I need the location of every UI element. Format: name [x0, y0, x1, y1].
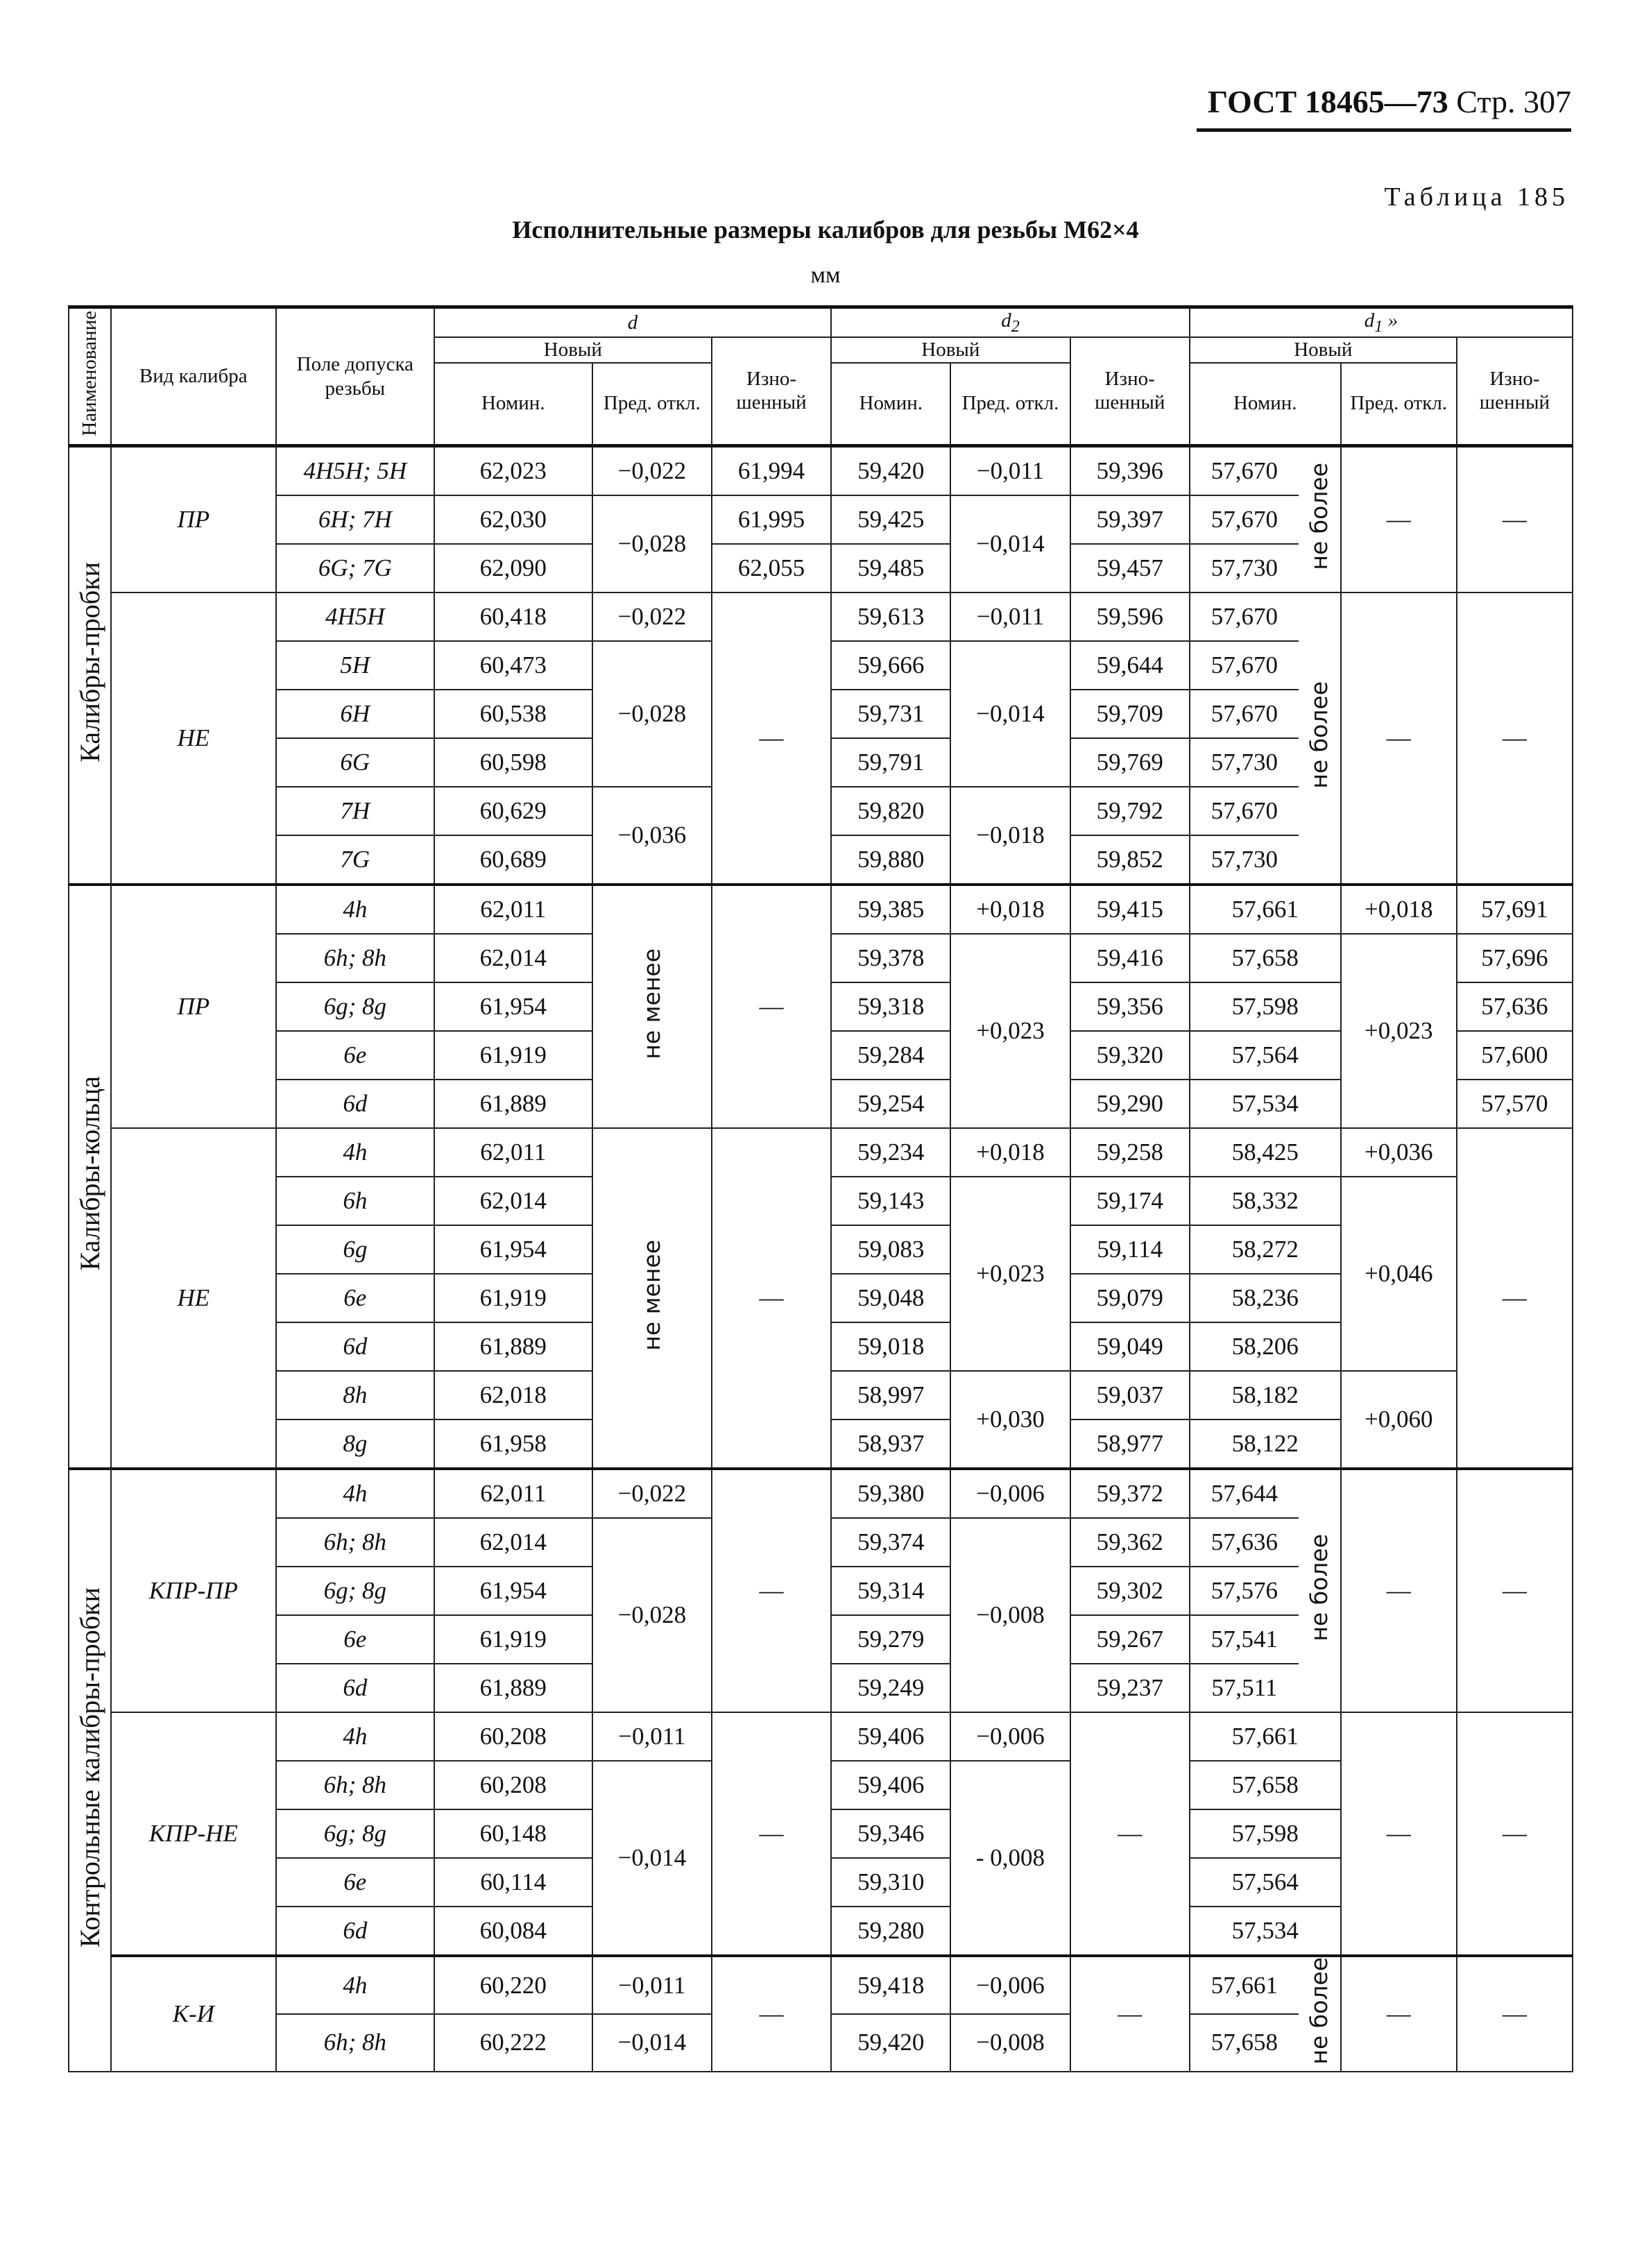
- d2-worn-cell: 59,362: [1070, 1518, 1190, 1567]
- field-cell: 4h: [276, 1469, 434, 1518]
- d1-nom: Номин.: [1190, 363, 1341, 446]
- d2-nom-cell: 59,279: [831, 1615, 950, 1664]
- d-nom-cell: 61,919: [434, 1274, 592, 1322]
- d1-nom-cell: 57,564: [1190, 1858, 1341, 1907]
- d1-worn: Изно-шенный: [1457, 337, 1573, 446]
- d1-nom-cell: 57,661: [1190, 1956, 1299, 2014]
- d2-dev-cell: +0,018: [950, 885, 1070, 934]
- d1-worn-cell: —: [1457, 1469, 1573, 1712]
- kind-label: НЕ: [111, 1128, 276, 1469]
- limit-note: не более: [1299, 1469, 1341, 1712]
- field-cell: 4H5H; 5H: [276, 446, 434, 496]
- d2-worn-cell: 59,174: [1070, 1177, 1190, 1225]
- d-nom-cell: 61,958: [434, 1419, 592, 1469]
- d-dev-cell: −0,036: [592, 787, 712, 885]
- d2-dev-cell: −0,006: [950, 1469, 1070, 1518]
- d2-worn-cell: 59,356: [1070, 982, 1190, 1031]
- field-cell: 4h: [276, 1956, 434, 2014]
- d-new: Новый: [434, 337, 712, 363]
- d1-nom-cell: 58,206: [1190, 1322, 1341, 1371]
- d2-dev-cell: −0,011: [950, 592, 1070, 641]
- field-cell: 8h: [276, 1371, 434, 1419]
- d1-worn-cell: —: [1457, 1128, 1573, 1469]
- d2-new: Новый: [831, 337, 1070, 363]
- col-d: d: [434, 307, 831, 337]
- d1-worn-cell: —: [1457, 1956, 1573, 2072]
- d-dev-cell: −0,011: [592, 1712, 712, 1761]
- col-d1: $d_1$ »: [1190, 307, 1573, 337]
- field-cell: 6g; 8g: [276, 1809, 434, 1858]
- d2-nom-cell: 59,380: [831, 1469, 950, 1518]
- d2-nom-cell: 59,318: [831, 982, 950, 1031]
- kind-label: К-И: [111, 1956, 276, 2072]
- d2-worn-cell: 59,415: [1070, 885, 1190, 934]
- d2-worn-cell: 59,709: [1070, 690, 1190, 738]
- field-cell: 6d: [276, 1080, 434, 1128]
- d2-nom-cell: 59,310: [831, 1858, 950, 1907]
- d1-nom-cell: 57,670: [1190, 495, 1299, 544]
- d2-worn-cell: 59,320: [1070, 1031, 1190, 1080]
- d1-nom-cell: 57,661: [1190, 1712, 1341, 1761]
- d2-nom-cell: 59,314: [831, 1567, 950, 1615]
- field-cell: 6h; 8h: [276, 1518, 434, 1567]
- d-dev-cell: −0,014: [592, 1761, 712, 1956]
- field-cell: 5H: [276, 641, 434, 690]
- d2-nom-cell: 59,666: [831, 641, 950, 690]
- d1-nom-cell: 58,122: [1190, 1419, 1341, 1469]
- d-nom-cell: 61,919: [434, 1615, 592, 1664]
- d-nom-cell: 61,954: [434, 1567, 592, 1615]
- d1-nom-cell: 57,598: [1190, 1809, 1341, 1858]
- d1-nom-cell: 57,661: [1190, 885, 1341, 934]
- d2-dev-cell: +0,030: [950, 1371, 1070, 1469]
- limit-note: не менее: [592, 885, 712, 1128]
- d-nom-cell: 62,014: [434, 934, 592, 982]
- d-worn-cell: 62,055: [712, 544, 831, 592]
- d-nom-cell: 61,889: [434, 1664, 592, 1712]
- d2-worn-cell: 59,397: [1070, 495, 1190, 544]
- d1-worn-cell: 57,691: [1457, 885, 1573, 934]
- field-cell: 4h: [276, 885, 434, 934]
- d2-worn-cell: 58,977: [1070, 1419, 1190, 1469]
- d2-worn-cell: 59,416: [1070, 934, 1190, 982]
- field-cell: 6G: [276, 738, 434, 787]
- d1-dev-cell: +0,018: [1341, 885, 1457, 934]
- d2-nom-cell: 59,374: [831, 1518, 950, 1567]
- field-cell: 6h; 8h: [276, 1761, 434, 1809]
- d2-worn-cell: 59,852: [1070, 835, 1190, 885]
- d-nom-cell: 62,030: [434, 495, 592, 544]
- d1-dev-cell: +0,060: [1341, 1371, 1457, 1469]
- d1-nom-cell: 57,670: [1190, 787, 1299, 835]
- d-nom-cell: 60,208: [434, 1712, 592, 1761]
- d1-nom-cell: 57,670: [1190, 641, 1299, 690]
- d2-nom-cell: 59,880: [831, 835, 950, 885]
- d-nom-cell: 61,889: [434, 1080, 592, 1128]
- d2-nom-cell: 59,731: [831, 690, 950, 738]
- field-cell: 6e: [276, 1031, 434, 1080]
- limit-note: не менее: [592, 1128, 712, 1469]
- d-dev-cell: −0,022: [592, 446, 712, 496]
- d-nom-cell: 62,011: [434, 885, 592, 934]
- d2-worn-cell: 59,258: [1070, 1128, 1190, 1177]
- d1-nom-cell: 57,670: [1190, 690, 1299, 738]
- d2-nom-cell: 59,083: [831, 1225, 950, 1274]
- kind-label: КПР-ПР: [111, 1469, 276, 1712]
- d1-dev-cell: —: [1341, 1956, 1457, 2072]
- d2-worn-cell: 59,769: [1070, 738, 1190, 787]
- d2-worn-cell: 59,302: [1070, 1567, 1190, 1615]
- kind-label: ПР: [111, 446, 276, 593]
- limit-note: не более: [1299, 446, 1341, 593]
- d1-dev-cell: +0,046: [1341, 1177, 1457, 1371]
- kind-label: НЕ: [111, 592, 276, 885]
- d-nom-cell: 60,222: [434, 2014, 592, 2072]
- field-cell: 7G: [276, 835, 434, 885]
- d-dev-cell: −0,022: [592, 1469, 712, 1518]
- d2-dev-cell: −0,018: [950, 787, 1070, 885]
- d1-worn-cell: 57,600: [1457, 1031, 1573, 1080]
- d-nom-cell: 62,011: [434, 1469, 592, 1518]
- d2-nom-cell: 59,425: [831, 495, 950, 544]
- d2-nom-cell: 59,418: [831, 1956, 950, 2014]
- d1-dev: Пред. откл.: [1341, 363, 1457, 446]
- d-worn-cell: —: [712, 885, 831, 1128]
- d1-nom-cell: 57,658: [1190, 934, 1341, 982]
- d1-nom-cell: 57,534: [1190, 1080, 1341, 1128]
- d-nom-cell: 61,954: [434, 1225, 592, 1274]
- d-nom-cell: 60,629: [434, 787, 592, 835]
- d-nom-cell: 60,538: [434, 690, 592, 738]
- d1-dev-cell: +0,036: [1341, 1128, 1457, 1177]
- d1-nom-cell: 57,670: [1190, 446, 1299, 496]
- d1-nom-cell: 57,670: [1190, 592, 1299, 641]
- d2-dev-cell: - 0,008: [950, 1761, 1070, 1956]
- field-cell: 6e: [276, 1274, 434, 1322]
- field-cell: 4H5H: [276, 592, 434, 641]
- d-nom-cell: 62,014: [434, 1518, 592, 1567]
- d2-worn-cell: 59,596: [1070, 592, 1190, 641]
- d-dev-cell: −0,011: [592, 1956, 712, 2014]
- d-nom-cell: 60,418: [434, 592, 592, 641]
- limit-note: не более: [1299, 1956, 1341, 2072]
- d1-nom-cell: 57,658: [1190, 2014, 1299, 2072]
- d-dev-cell: −0,028: [592, 495, 712, 592]
- d2-worn-cell: 59,396: [1070, 446, 1190, 496]
- d2-worn-cell: —: [1070, 1712, 1190, 1956]
- col-name: Наименование: [69, 307, 111, 446]
- field-cell: 6h; 8h: [276, 934, 434, 982]
- d2-nom-cell: 59,234: [831, 1128, 950, 1177]
- d2-nom-cell: 59,613: [831, 592, 950, 641]
- group-label: Калибры-пробки: [69, 446, 111, 885]
- kind-label: КПР-НЕ: [111, 1712, 276, 1956]
- d-dev-cell: −0,028: [592, 641, 712, 787]
- d1-nom-cell: 58,182: [1190, 1371, 1341, 1419]
- d1-dev-cell: —: [1341, 1712, 1457, 1956]
- d-worn-cell: 61,994: [712, 446, 831, 496]
- d-nom-cell: 62,023: [434, 446, 592, 496]
- d-worn-cell: —: [712, 1956, 831, 2072]
- d1-worn-cell: —: [1457, 1712, 1573, 1956]
- d2-worn-cell: 59,037: [1070, 1371, 1190, 1419]
- d1-nom-cell: 57,644: [1190, 1469, 1299, 1518]
- d2-worn-cell: 59,237: [1070, 1664, 1190, 1712]
- d2-nom-cell: 59,346: [831, 1809, 950, 1858]
- field-cell: 6d: [276, 1664, 434, 1712]
- d2-dev-cell: −0,008: [950, 2014, 1070, 2072]
- d-nom-cell: 61,919: [434, 1031, 592, 1080]
- d2-dev-cell: −0,014: [950, 495, 1070, 592]
- d2-worn-cell: —: [1070, 1956, 1190, 2072]
- d2-worn-cell: 59,644: [1070, 641, 1190, 690]
- table-title: Исполнительные размеры калибров для резьбы М62×4: [512, 216, 1139, 244]
- d2-nom-cell: 59,254: [831, 1080, 950, 1128]
- d2-dev-cell: +0,018: [950, 1128, 1070, 1177]
- d-nom-cell: 60,689: [434, 835, 592, 885]
- d1-worn-cell: —: [1457, 446, 1573, 593]
- d2-worn-cell: 59,290: [1070, 1080, 1190, 1128]
- d2-nom-cell: 58,997: [831, 1371, 950, 1419]
- d2-worn-cell: 59,114: [1070, 1225, 1190, 1274]
- d2-dev-cell: −0,014: [950, 641, 1070, 787]
- d-worn-cell: —: [712, 1469, 831, 1712]
- d2-worn: Изно-шенный: [1070, 337, 1190, 446]
- d2-nom-cell: 59,143: [831, 1177, 950, 1225]
- d1-nom-cell: 57,564: [1190, 1031, 1341, 1080]
- d-dev-cell: −0,022: [592, 592, 712, 641]
- d-nom: Номин.: [434, 363, 592, 446]
- group-label: Контрольные калибры-пробки: [69, 1469, 111, 2072]
- d2-dev-cell: +0,023: [950, 934, 1070, 1128]
- d1-nom-cell: 58,425: [1190, 1128, 1341, 1177]
- d1-new: Новый: [1190, 337, 1457, 363]
- d1-dev-cell: +0,023: [1341, 934, 1457, 1128]
- d-dev: Пред. откл.: [592, 363, 712, 446]
- group-label: Калибры-кольца: [69, 885, 111, 1469]
- d2-worn-cell: 59,792: [1070, 787, 1190, 835]
- col-d2: $d_2$: [831, 307, 1190, 337]
- d1-nom-cell: 57,541: [1190, 1615, 1299, 1664]
- d1-nom-cell: 57,511: [1190, 1664, 1299, 1712]
- d2-nom-cell: 58,937: [831, 1419, 950, 1469]
- limit-note: не более: [1299, 592, 1341, 885]
- field-cell: 6H: [276, 690, 434, 738]
- d-worn-cell: —: [712, 1128, 831, 1469]
- d1-nom-cell: 57,730: [1190, 738, 1299, 787]
- field-cell: 6H; 7H: [276, 495, 434, 544]
- d2-nom-cell: 59,280: [831, 1907, 950, 1956]
- field-cell: 4h: [276, 1712, 434, 1761]
- field-cell: 6g; 8g: [276, 1567, 434, 1615]
- d2-nom-cell: 59,385: [831, 885, 950, 934]
- d1-nom-cell: 57,636: [1190, 1518, 1299, 1567]
- d1-dev-cell: —: [1341, 1469, 1457, 1712]
- col-field: Поле допуска резьбы: [276, 307, 434, 446]
- d1-worn-cell: 57,636: [1457, 982, 1573, 1031]
- d-nom-cell: 60,114: [434, 1858, 592, 1907]
- field-cell: 6e: [276, 1615, 434, 1664]
- d1-dev-cell: —: [1341, 592, 1457, 885]
- d2-nom-cell: 59,420: [831, 2014, 950, 2072]
- d1-worn-cell: 57,696: [1457, 934, 1573, 982]
- unit-label: мм: [810, 262, 841, 288]
- d2-dev-cell: −0,006: [950, 1956, 1070, 2014]
- d2-dev-cell: −0,008: [950, 1518, 1070, 1712]
- d-dev-cell: −0,028: [592, 1518, 712, 1712]
- d1-nom-cell: 57,598: [1190, 982, 1341, 1031]
- d1-nom-cell: 58,332: [1190, 1177, 1341, 1225]
- field-cell: 6e: [276, 1858, 434, 1907]
- d2-worn-cell: 59,049: [1070, 1322, 1190, 1371]
- d2-worn-cell: 59,457: [1070, 544, 1190, 592]
- d2-nom-cell: 59,406: [831, 1761, 950, 1809]
- d1-nom-cell: 57,534: [1190, 1907, 1341, 1956]
- d2-nom-cell: 59,485: [831, 544, 950, 592]
- field-cell: 6g: [276, 1225, 434, 1274]
- field-cell: 6d: [276, 1907, 434, 1956]
- d2-nom-cell: 59,406: [831, 1712, 950, 1761]
- d2-nom-cell: 59,048: [831, 1274, 950, 1322]
- d2-nom-cell: 59,820: [831, 787, 950, 835]
- field-cell: 6d: [276, 1322, 434, 1371]
- field-cell: 8g: [276, 1419, 434, 1469]
- d1-nom-cell: 57,576: [1190, 1567, 1299, 1615]
- d-nom-cell: 60,084: [434, 1907, 592, 1956]
- d2-nom-cell: 59,420: [831, 446, 950, 496]
- field-cell: 6h; 8h: [276, 2014, 434, 2072]
- d-worn: Изно-шенный: [712, 337, 831, 446]
- field-cell: 6g; 8g: [276, 982, 434, 1031]
- d1-nom-cell: 57,658: [1190, 1761, 1341, 1809]
- d1-worn-cell: —: [1457, 592, 1573, 885]
- d-worn-cell: —: [712, 592, 831, 885]
- gauge-table: [68, 305, 1573, 2072]
- d2-worn-cell: 59,079: [1070, 1274, 1190, 1322]
- d2-dev-cell: −0,011: [950, 446, 1070, 496]
- d-nom-cell: 61,954: [434, 982, 592, 1031]
- d-nom-cell: 62,018: [434, 1371, 592, 1419]
- d-nom-cell: 60,208: [434, 1761, 592, 1809]
- d2-dev-cell: +0,023: [950, 1177, 1070, 1371]
- d-nom-cell: 60,220: [434, 1956, 592, 2014]
- d-nom-cell: 60,148: [434, 1809, 592, 1858]
- field-cell: 7H: [276, 787, 434, 835]
- d2-nom-cell: 59,284: [831, 1031, 950, 1080]
- d1-nom-cell: 58,272: [1190, 1225, 1341, 1274]
- d1-dev-cell: —: [1341, 446, 1457, 593]
- d-worn-cell: 61,995: [712, 495, 831, 544]
- d2-worn-cell: 59,267: [1070, 1615, 1190, 1664]
- kind-label: ПР: [111, 885, 276, 1128]
- d-nom-cell: 60,473: [434, 641, 592, 690]
- d2-dev-cell: −0,006: [950, 1712, 1070, 1761]
- d-nom-cell: 62,090: [434, 544, 592, 592]
- table-number: Таблица 185: [1384, 182, 1569, 212]
- field-cell: 4h: [276, 1128, 434, 1177]
- gost-number: ГОСТ 18465—73: [1207, 84, 1448, 119]
- col-kind: Вид калибра: [111, 307, 276, 446]
- d-nom-cell: 62,014: [434, 1177, 592, 1225]
- d-dev-cell: −0,014: [592, 2014, 712, 2072]
- d2-dev: Пред. откл.: [950, 363, 1070, 446]
- page-header: [1197, 83, 1571, 132]
- d2-nom-cell: 59,378: [831, 934, 950, 982]
- d1-nom-cell: 57,730: [1190, 835, 1299, 885]
- page-number: Стр. 307: [1456, 84, 1571, 119]
- d2-nom-cell: 59,018: [831, 1322, 950, 1371]
- d1-nom-cell: 58,236: [1190, 1274, 1341, 1322]
- field-cell: 6G; 7G: [276, 544, 434, 592]
- d-nom-cell: 60,598: [434, 738, 592, 787]
- d-nom-cell: 61,889: [434, 1322, 592, 1371]
- d1-nom-cell: 57,730: [1190, 544, 1299, 592]
- d-nom-cell: 62,011: [434, 1128, 592, 1177]
- d-worn-cell: —: [712, 1712, 831, 1956]
- d2-nom-cell: 59,249: [831, 1664, 950, 1712]
- d2-nom: Номин.: [831, 363, 950, 446]
- d2-worn-cell: 59,372: [1070, 1469, 1190, 1518]
- d2-nom-cell: 59,791: [831, 738, 950, 787]
- field-cell: 6h: [276, 1177, 434, 1225]
- d1-worn-cell: 57,570: [1457, 1080, 1573, 1128]
